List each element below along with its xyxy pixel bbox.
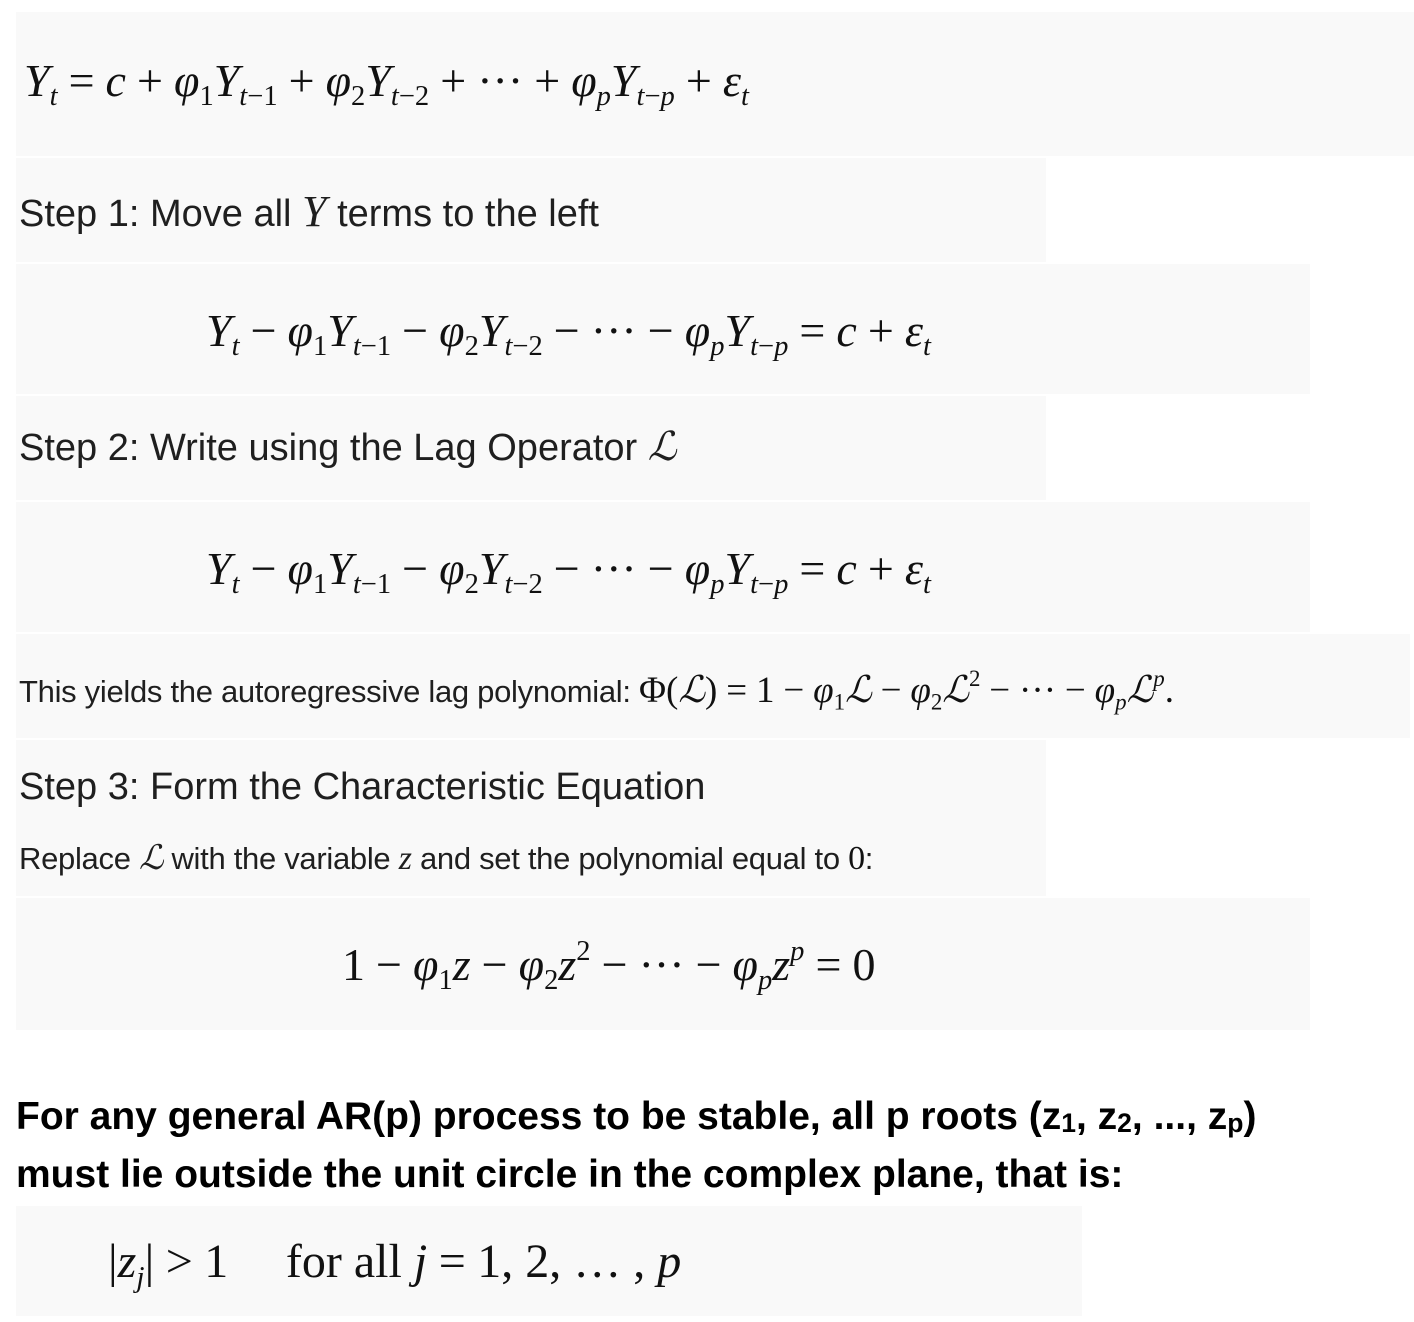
step1-equation-block (16, 264, 1310, 394)
lag-polynomial: Φ(ℒ) = $1 - \varphi_1ℒ$ − $\varphi_2ℒ^2$ − ··· − $\varphi_pℒ^p$. (639, 665, 1174, 715)
conclusion-line-1 (16, 1088, 1406, 1146)
replace-text-c: and set the polynomial equal to (411, 841, 849, 876)
step2-equation-block (16, 502, 1310, 632)
replace-z-symbol: z (398, 840, 412, 877)
step1-heading-block (16, 158, 1046, 262)
step3-instruction (19, 838, 873, 878)
replace-text-d: : (864, 841, 874, 876)
conclusion-text (16, 1088, 1406, 1204)
conclusion-part-d: ) (1243, 1095, 1257, 1138)
step1-equation: $Y_t - \varphi_1Y_{t-1} - \varphi_2Y_{t-2}$ − ··· − $\varphi_pY_{t-p} = c + \varepsilon_t$ (206, 305, 931, 363)
root-sub-2: 2 (1117, 1108, 1132, 1139)
lag-polynomial-block (16, 634, 1410, 738)
ar-equation: $Y_t = c + \varphi_1Y_{t-1} + \varphi_2Y_{t-2}$ + ··· + $\varphi_pY_{t-p} + \varepsilon_t$ (24, 55, 749, 113)
yields-text: This yields the autoregressive lag polynomial: (19, 674, 639, 709)
condition-block (16, 1206, 1082, 1316)
step1-var: Y (302, 187, 327, 236)
root-sub-1: 1 (1061, 1108, 1076, 1139)
replace-lag-symbol: ℒ (138, 838, 164, 878)
lag-polynomial-line (19, 665, 1174, 715)
step2-heading (19, 424, 677, 470)
ar-equation-block (16, 12, 1414, 156)
step3-equation-block (16, 898, 1310, 1030)
characteristic-equation: $1 - \varphi_1z - \varphi_2z^2$ − ··· − $\varphi_pz^p = 0$ (342, 936, 876, 997)
stability-condition: $|z_j| > 1$ for all j = 1, 2, … , p (108, 1235, 682, 1294)
step2-heading-block (16, 396, 1046, 500)
step3-block (16, 740, 1046, 896)
conclusion-part-a: For any general AR(p) process to be stable, all p roots (z (16, 1095, 1062, 1138)
replace-zero: 0 (848, 840, 865, 877)
step1-prefix: Step 1: Move all (19, 193, 303, 235)
replace-text-a: Replace (19, 841, 139, 876)
step1-suffix: terms to the left (326, 193, 599, 235)
step2-equation: $Y_t - \varphi_1Y_{t-1} - \varphi_2Y_{t-2}$ − ··· − $\varphi_pY_{t-p} = c + \varepsilon_t$ (206, 543, 931, 601)
lag-operator-symbol: ℒ (647, 424, 677, 470)
step3-heading: Step 3: Form the Characteristic Equation (19, 766, 706, 808)
replace-text-b: with the variable (163, 841, 399, 876)
conclusion-line-2: must lie outside the unit circle in the complex plane, that is: (16, 1153, 1124, 1196)
step1-heading (19, 186, 599, 237)
step2-prefix: Step 2: Write using the Lag Operator (19, 427, 648, 469)
root-sub-p: p (1227, 1108, 1244, 1139)
conclusion-part-b: , z (1076, 1095, 1118, 1138)
conclusion-part-c: , ..., z (1131, 1095, 1228, 1138)
